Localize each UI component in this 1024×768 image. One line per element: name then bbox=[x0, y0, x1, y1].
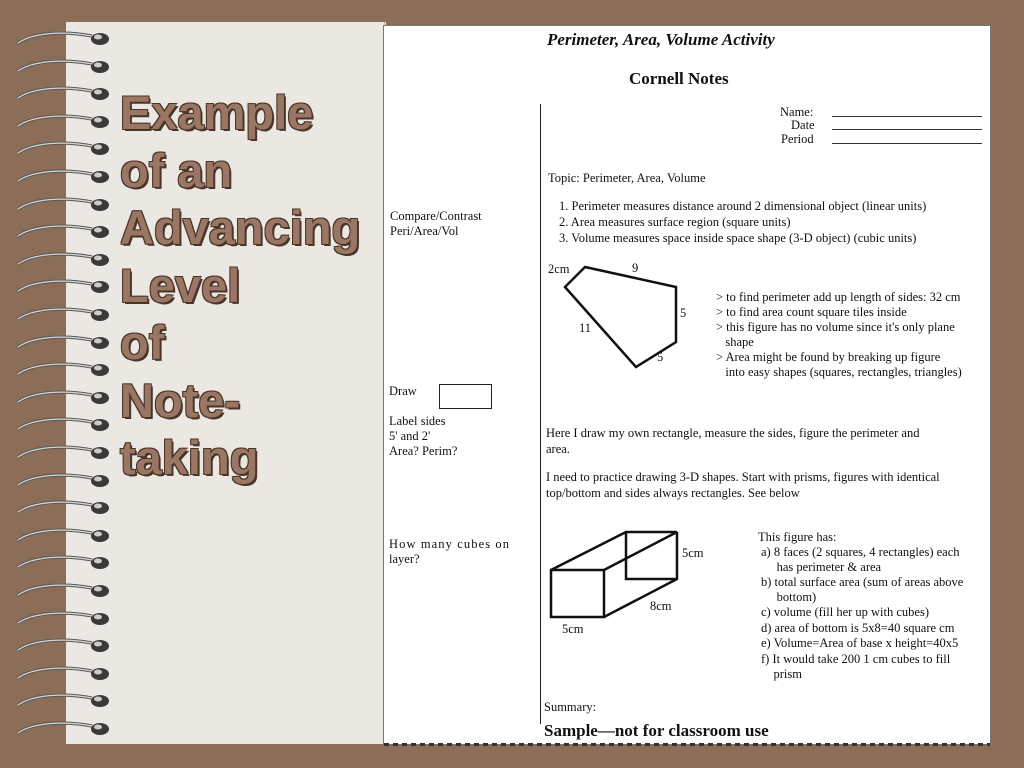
prism-note: prism bbox=[761, 667, 802, 681]
definition-item: 2. Area measures surface region (square units) bbox=[559, 215, 791, 229]
period-field-label: Period bbox=[781, 132, 814, 146]
prism-note: has perimeter & area bbox=[761, 560, 882, 574]
pentagon-figure bbox=[560, 262, 690, 372]
spiral-ring bbox=[14, 223, 114, 239]
spiral-ring bbox=[14, 472, 114, 488]
summary-label: Summary: bbox=[544, 700, 597, 714]
spiral-ring bbox=[14, 168, 114, 184]
pentagon-label: 2cm bbox=[548, 262, 570, 276]
spiral-ring bbox=[14, 610, 114, 626]
prism-label-height: 5cm bbox=[682, 546, 704, 560]
cue-cubes-sub: layer? bbox=[389, 552, 420, 566]
spiral-ring bbox=[14, 278, 114, 294]
prism-note: a) 8 faces (2 squares, 4 rectangles) each bbox=[761, 545, 960, 559]
note-line: > this figure has no volume since it's only plane bbox=[716, 320, 955, 334]
worksheet-heading: Perimeter, Area, Volume Activity bbox=[547, 30, 775, 49]
definition-item: 3. Volume measures space inside space shape (3-D object) (cubic units) bbox=[559, 231, 917, 245]
prism-note: c) volume (fill her up with cubes) bbox=[761, 605, 930, 619]
rectangle-note-cont: area. bbox=[546, 442, 570, 456]
spiral-ring bbox=[14, 665, 114, 681]
cue-label-sides: Label sides bbox=[389, 414, 446, 428]
date-field-label: Date bbox=[791, 118, 815, 132]
period-field-line bbox=[832, 143, 982, 144]
spiral-ring bbox=[14, 306, 114, 322]
spiral-ring bbox=[14, 251, 114, 267]
draw-box bbox=[439, 384, 492, 409]
practice-note-cont: top/bottom and sides always rectangles. See below bbox=[546, 486, 800, 500]
slide-title: Example of an Advancing Level of Note- taking bbox=[120, 86, 361, 484]
sheet-bottom-dots bbox=[384, 743, 990, 746]
note-line: > Area might be found by breaking up figure bbox=[716, 350, 941, 364]
spiral-ring bbox=[14, 30, 114, 46]
name-field-line bbox=[832, 116, 982, 117]
cornell-divider bbox=[540, 104, 541, 724]
spiral-ring bbox=[14, 389, 114, 405]
spiral-ring bbox=[14, 499, 114, 515]
note-line: shape bbox=[716, 335, 754, 349]
spiral-ring bbox=[14, 85, 114, 101]
spiral-ring bbox=[14, 637, 114, 653]
prism-note: f) It would take 200 1 cm cubes to fill bbox=[761, 652, 951, 666]
spiral-ring bbox=[14, 196, 114, 212]
definition-item: 1. Perimeter measures distance around 2 dimensional object (linear units) bbox=[559, 199, 927, 213]
prism-label-length: 8cm bbox=[650, 599, 672, 613]
spiral-ring bbox=[14, 140, 114, 156]
spiral-ring bbox=[14, 58, 114, 74]
date-field-line bbox=[832, 129, 982, 130]
cue-area-perim: Area? Perim? bbox=[389, 444, 458, 458]
note-line: into easy shapes (squares, rectangles, triangles) bbox=[716, 365, 962, 379]
prism-note: e) Volume=Area of base x height=40x5 bbox=[761, 636, 959, 650]
note-line: > to find area count square tiles inside bbox=[716, 305, 907, 319]
cue-draw: Draw bbox=[389, 384, 417, 398]
spiral-ring bbox=[14, 334, 114, 350]
spiral-ring bbox=[14, 582, 114, 598]
spiral-ring bbox=[14, 554, 114, 570]
pentagon-label: 9 bbox=[632, 261, 639, 275]
cue-label-dimensions: 5' and 2' bbox=[389, 429, 431, 443]
practice-note: I need to practice drawing 3-D shapes. Start with prisms, figures with identical bbox=[546, 470, 940, 484]
spiral-ring bbox=[14, 113, 114, 129]
cue-compare-sub: Peri/Area/Vol bbox=[390, 224, 459, 238]
name-field-label: Name: bbox=[780, 105, 814, 119]
spiral-ring bbox=[14, 527, 114, 543]
prism-intro: This figure has: bbox=[758, 530, 837, 544]
spiral-ring bbox=[14, 720, 114, 736]
sample-footer: Sample—not for classroom use bbox=[544, 721, 769, 740]
spiral-ring bbox=[14, 416, 114, 432]
prism-note: b) total surface area (sum of areas above bbox=[761, 575, 964, 589]
topic-line: Topic: Perimeter, Area, Volume bbox=[548, 171, 706, 185]
note-line: > to find perimeter add up length of sides: 32 cm bbox=[716, 290, 961, 304]
pentagon-label: 5 bbox=[657, 350, 664, 364]
prism-note: d) area of bottom is 5x8=40 square cm bbox=[761, 621, 955, 635]
cue-cubes: How many cubes on bbox=[389, 537, 511, 551]
rectangle-note: Here I draw my own rectangle, measure the sides, figure the perimeter and bbox=[546, 426, 920, 440]
cue-compare: Compare/Contrast bbox=[390, 209, 482, 223]
prism-note: bottom) bbox=[761, 590, 817, 604]
pentagon-label: 11 bbox=[579, 321, 592, 335]
spiral-ring bbox=[14, 692, 114, 708]
worksheet-subheading: Cornell Notes bbox=[629, 69, 729, 88]
prism-label-width: 5cm bbox=[562, 622, 584, 636]
pentagon-label: 5 bbox=[680, 306, 687, 320]
spiral-ring bbox=[14, 444, 114, 460]
spiral-ring bbox=[14, 361, 114, 377]
